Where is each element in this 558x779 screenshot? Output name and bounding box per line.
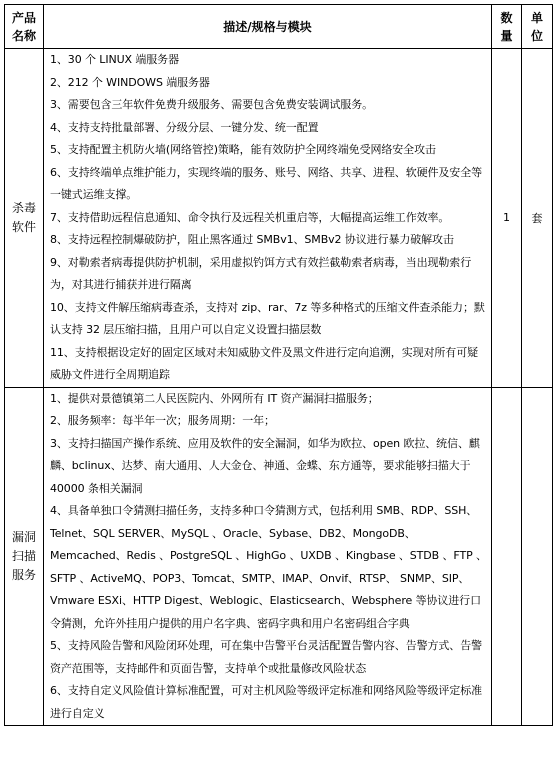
row-name-part: 杀毒 (11, 200, 36, 215)
header-unit: 单 位 (522, 5, 553, 49)
row-unit-antivirus: 套 (522, 49, 553, 388)
header-quantity: 数 量 (492, 5, 522, 49)
row-name-part: 扫描 (11, 548, 36, 563)
description-item: 3、需要包含三年软件免费升级服务、需要包含免费安装调试服务。 (50, 98, 373, 111)
description-item: 3、支持扫描国产操作系统、应用及软件的安全漏洞，如华为欧拉、open 欧拉、统信、麒麟、bclinux、达梦、南大通用、人大金仓、神通、金蝶、东方通等，要求能够扫描大于 40000 条相关漏洞 (50, 436, 480, 495)
row-name-part: 漏洞 (11, 529, 36, 544)
row-quantity-vuln-scan (492, 387, 522, 726)
description-item: 1、提供对景德镇第二人民医院内、外网所有 IT 资产漏洞扫描服务； (50, 391, 379, 405)
row-unit-vuln-scan (522, 387, 553, 726)
table-row-antivirus (5, 49, 553, 388)
description-item: 4、具备单独口令猜测扫描任务，支持多种口令猜测方式，包括利用 SMB、RDP、SSH、Telnet、SQL SERVER、MySQL 、Oracle、Sybase、DB2、MongoDB、Memcached、Redis 、PostgreSQL 、HighGo 、UXDB 、Kingbase 、STDB 、FTP 、SFTP 、ActiveMQ、POP3、Tomcat、SMTP、IMAP、Onvif、RTSP、 SNMP、SIP、Vmware ESXi、HTTP Digest、Weblogic、Elasticsearch、Websphere 等协议进行口令猜测，允许外挂用户提供的用户名字典、密码字典和用户名密码组合字典 (50, 504, 487, 630)
header-product-name: 产品 名称 (5, 5, 44, 49)
spec-table (4, 4, 553, 726)
row-quantity-antivirus: 1 (492, 49, 522, 388)
header-description: 描述/规格与模块 (44, 5, 492, 49)
description-item: 5、支持风险告警和风险闭环处理，可在集中告警平台灵活配置告警内容、告警方式、告警资产范围等，支持邮件和页面告警，支持单个或批量修改风险状态 (50, 639, 482, 675)
row-name-antivirus (5, 49, 44, 388)
description-item: 2、服务频率：每半年一次；服务周期：一年； (50, 414, 275, 427)
description-item: 1、30 个 LINUX 端服务器 (50, 53, 179, 66)
row-description-vuln-scan (44, 387, 492, 726)
description-item: 8、支持远程控制爆破防护，阻止黑客通过 SMBv1、SMBv2 协议进行暴力破解攻击 (50, 233, 454, 246)
description-item: 4、支持支持批量部署、分级分层、一键分发、统一配置 (50, 120, 319, 134)
header-row (5, 5, 553, 49)
description-item: 6、支持自定义风险值计算标准配置，可对主机风险等级评定标准和网络风险等级评定标准进行自定义 (50, 684, 482, 720)
description-item: 10、支持文件解压缩病毒查杀，支持对 zip、rar、7z 等多种格式的压缩文件查杀能力；默认支持 32 层压缩扫描，且用户可以自定义设置扫描层数 (50, 300, 485, 336)
description-item: 9、对勒索者病毒提供防护机制，采用虚拟钓饵方式有效拦截勒索者病毒，当出现勒索行为，对其进行捕获并进行隔离 (50, 255, 472, 291)
row-name-part: 服务 (11, 567, 36, 582)
description-item: 5、支持配置主机防火墙(网络管控)策略，能有效防护全网终端免受网络安全攻击 (50, 143, 436, 156)
row-name-vuln-scan (5, 387, 44, 726)
row-name-part: 软件 (11, 219, 36, 234)
description-item: 7、支持借助远程信息通知、命令执行及远程关机重启等，大幅提高运维工作效率。 (50, 210, 450, 224)
row-description-antivirus (44, 49, 492, 388)
table-row-vuln-scan (5, 387, 553, 726)
description-item: 11、支持根据设定好的固定区域对未知威胁文件及黑文件进行定向追溯，实现对所有可疑威胁文件进行全周期追踪 (50, 345, 478, 381)
description-item: 6、支持终端单点维护能力，实现终端的服务、账号、网络、共享、进程、软硬件及安全等一键式运维支撑。 (50, 165, 482, 201)
description-item: 2、212 个 WINDOWS 端服务器 (50, 75, 210, 89)
